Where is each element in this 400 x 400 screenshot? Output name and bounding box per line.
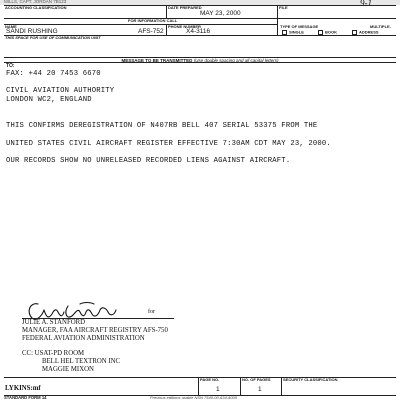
file-label: FILE (279, 5, 288, 10)
page-no-label: PAGE NO. (200, 377, 220, 382)
typist-initials: LYKINS:mf (5, 385, 41, 392)
rule (277, 18, 278, 35)
single-checkbox[interactable] (282, 30, 287, 35)
rule (277, 5, 278, 18)
signer-title: MANAGER, FAA AIRCRAFT REGISTRY AFS-750 (22, 327, 168, 334)
book-option[interactable] (318, 30, 337, 35)
addressee-line-1: CIVIL AVIATION AUTHORITY (6, 87, 115, 95)
address-checkbox[interactable] (352, 30, 357, 35)
rule (166, 24, 167, 35)
cc-label: CC: USAT-PD ROOM (22, 350, 85, 357)
name-label: NAME (5, 24, 17, 29)
rule (166, 5, 167, 18)
accounting-classification-label: ACCOUNTING CLASSIFICATION (5, 5, 67, 10)
top-strip-text: MILLS, CAPT. JORDAN 7B123 (4, 0, 67, 4)
rule (4, 24, 277, 25)
for-information-call-label: FOR INFORMATION CALL (128, 18, 178, 23)
communication-unit-label: THIS SPACE FOR USE OF COMMUNICATION UNIT (5, 35, 101, 40)
signer-agency: FEDERAL AVIATION ADMINISTRATION (22, 335, 145, 342)
message-to-be-transmitted-bar (4, 58, 396, 63)
page-no-value: 1 (216, 386, 220, 393)
rule (198, 377, 199, 395)
date-prepared-value: MAY 23, 2000 (200, 10, 241, 17)
single-option-label: SINGLE (289, 29, 304, 35)
address-option-label: ADDRESS (359, 29, 379, 35)
transmit-label: MESSAGE TO BE TRANSMITTED (121, 57, 193, 63)
multiple-label: MULTIPLE- (370, 24, 392, 29)
message-body-line-2: UNITED STATES CIVIL AIRCRAFT REGISTER EFFECTIVE 7:30AM CDT MAY 23, 2000. (6, 140, 331, 148)
no-of-pages-label: NO. OF PAGES (242, 377, 271, 382)
to-label: TO: (6, 63, 15, 69)
rule (240, 377, 241, 395)
signer-name: JULIE A. STANFORD (22, 319, 86, 326)
security-classification-label: SECURITY CLASSIFICATION (283, 377, 338, 382)
form-name: STANDARD FORM 14 (4, 395, 47, 400)
date-prepared-label: DATE PREPARED (168, 5, 202, 10)
single-option[interactable] (282, 30, 304, 35)
address-option[interactable] (352, 30, 379, 35)
transmit-note: (Use double spacing and all capital letters) (193, 57, 279, 63)
contact-office: AFS-752 (138, 28, 164, 35)
phone-number-label: PHONE NUMBER (168, 24, 201, 29)
page-corner-mark: 9-1 (360, 0, 372, 8)
cc-line-1: BELL HEL TEXTRON INC (42, 358, 121, 365)
cc-line-2: MAGGIE MIXON (42, 366, 94, 373)
addressee-line-2: LONDON WC2, ENGLAND (6, 96, 92, 104)
phone-number-value: X4-3116 (186, 28, 211, 35)
contact-name: SANDI RUSHING (6, 28, 58, 35)
book-option-label: BOOK (325, 29, 337, 35)
for-word: for (148, 309, 155, 315)
message-body-line-3: OUR RECORDS SHOW NO UNRELEASED RECORDED LIENS AGAINST AIRCRAFT. (6, 157, 291, 165)
rule (281, 377, 282, 395)
edition-note: Previous editions usable NSN 7540-00-634-4000 (150, 395, 237, 400)
no-of-pages-value: 1 (258, 386, 262, 393)
type-of-message-label: TYPE OF MESSAGE (280, 24, 319, 29)
fax-number: FAX: +44 20 7453 6670 (6, 70, 101, 78)
rule (4, 18, 396, 19)
message-body-line-1: THIS CONFIRMS DEREGISTRATION OF N407RB BELL 407 SERIAL 53375 FROM THE (6, 122, 318, 130)
book-checkbox[interactable] (318, 30, 323, 35)
